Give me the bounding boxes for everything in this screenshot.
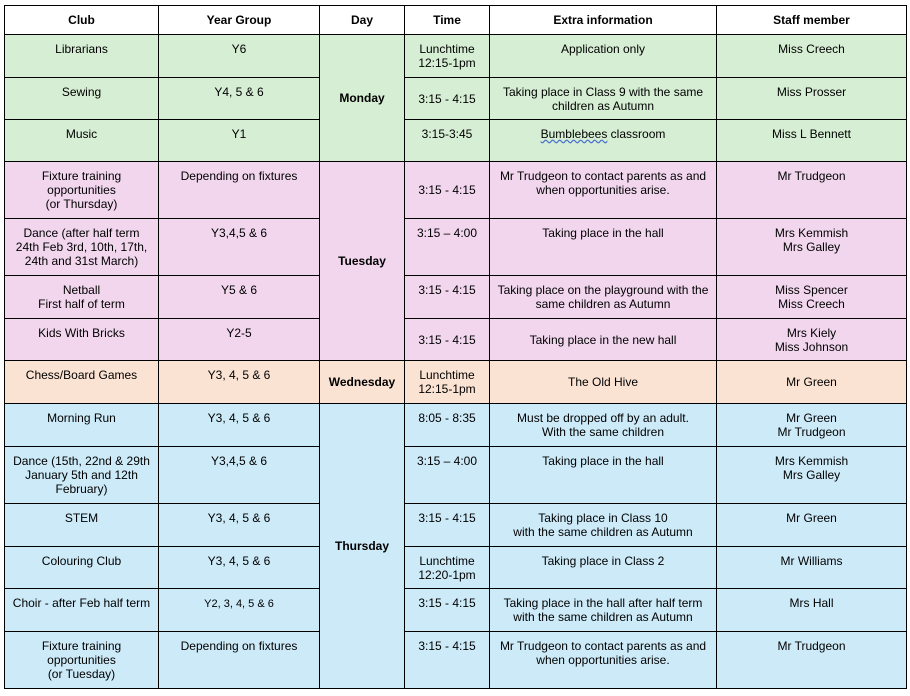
staff-name: Mr Williams: [780, 554, 843, 568]
info-text: classroom: [607, 127, 666, 141]
staff-name: Mr Green: [786, 411, 837, 425]
staff-cell: [717, 219, 907, 276]
club-text: 24th and 31st March): [24, 254, 139, 268]
staff-cell: [717, 319, 907, 361]
time-text: 3:15 – 4:00: [416, 226, 478, 240]
info-text: Taking place in the new hall: [529, 332, 677, 347]
table-row: [5, 276, 907, 319]
day-thursday: Thursday: [320, 404, 405, 689]
year-cell: Y3, 4, 5 & 6: [159, 404, 320, 447]
time-cell: [405, 589, 490, 632]
club-cell: [5, 632, 159, 689]
club-text: February): [55, 482, 108, 496]
staff-name: Mr Trudgeon: [777, 639, 846, 653]
table-row: [5, 319, 907, 361]
staff-cell: [717, 404, 907, 447]
club-cell: [5, 35, 159, 78]
time-text: Lunchtime: [419, 554, 475, 568]
club-text: Fixture training: [41, 639, 122, 653]
club-cell: [5, 447, 159, 504]
header-club: Club: [5, 6, 159, 35]
time-text: 3:15 - 4:15: [418, 283, 476, 297]
time-text: 3:15 – 4:00: [416, 454, 478, 468]
staff-cell: [717, 447, 907, 504]
header-extra-information: Extra information: [490, 6, 717, 35]
info-text: The Old Hive: [567, 375, 639, 389]
misspelled-word: Bumblebees: [540, 127, 608, 141]
club-text: Dance (after half term: [23, 226, 140, 240]
header-staff-member: Staff member: [717, 6, 907, 35]
info-text: Must be dropped off by an adult.: [517, 411, 689, 425]
club-text: Music: [65, 127, 98, 141]
header-row: [5, 6, 907, 35]
club-cell: [5, 162, 159, 219]
info-text: Application only: [560, 42, 646, 56]
time-text: 3:15 - 4:15: [418, 91, 476, 106]
staff-cell: [717, 120, 907, 162]
year-cell: Y4, 5 & 6: [159, 78, 320, 120]
info-cell: [490, 404, 717, 447]
info-cell: [490, 219, 717, 276]
time-text: 8:05 - 8:35: [418, 411, 476, 425]
table-row: [5, 589, 907, 632]
info-cell: [490, 276, 717, 319]
staff-name: Mrs Kiely: [786, 326, 837, 340]
time-text: 3:15 - 4:15: [418, 511, 476, 525]
club-cell: [5, 78, 159, 120]
info-text: Mr Trudgeon to contact parents as and: [499, 639, 707, 653]
info-text: Taking place in Class 2: [541, 554, 665, 568]
time-text: 3:15 - 4:15: [418, 596, 476, 610]
time-cell: [405, 404, 490, 447]
info-text: With the same children: [541, 425, 665, 439]
time-cell: [405, 361, 490, 404]
time-cell: [405, 632, 490, 689]
table-row: [5, 504, 907, 547]
club-cell: [5, 504, 159, 547]
info-cell: [490, 547, 717, 589]
staff-cell: [717, 632, 907, 689]
info-cell: [490, 120, 717, 162]
staff-name: Mrs Galley: [782, 240, 841, 254]
year-cell: Y3,4,5 & 6: [159, 219, 320, 276]
club-cell: [5, 404, 159, 447]
info-text: Taking place on the playground with the: [497, 283, 709, 297]
year-cell: [159, 589, 320, 632]
table-row: [5, 632, 907, 689]
year-cell: Y6: [159, 35, 320, 78]
staff-name: Mr Green: [786, 375, 837, 389]
time-cell: [405, 547, 490, 589]
staff-name: Mrs Kemmish: [774, 226, 849, 240]
club-text: First half of term: [38, 297, 125, 311]
header-year-group: Year Group: [159, 6, 320, 35]
info-cell: [490, 504, 717, 547]
year-cell: Y3, 4, 5 & 6: [159, 504, 320, 547]
club-text: (or Tuesday): [47, 667, 116, 681]
staff-name: Mrs Galley: [782, 468, 841, 482]
info-text: Mr Trudgeon to contact parents as and: [499, 169, 707, 183]
time-cell: [405, 219, 490, 276]
time-text: 12:15-1pm: [418, 56, 476, 70]
year-cell: Depending on fixtures: [159, 162, 320, 219]
time-text: 3:15 - 4:15: [418, 183, 476, 197]
info-text: when opportunities arise.: [536, 183, 670, 197]
club-cell: [5, 589, 159, 632]
year-cell: Y5 & 6: [159, 276, 320, 319]
staff-name: Miss Spencer: [775, 283, 848, 297]
year-cell: Y3,4,5 & 6: [159, 447, 320, 504]
table-row: [5, 547, 907, 589]
club-text: opportunities: [47, 183, 116, 197]
time-cell: [405, 78, 490, 120]
club-text: Morning Run: [47, 411, 116, 425]
staff-cell: [717, 547, 907, 589]
staff-name: Mr Trudgeon: [777, 169, 846, 183]
staff-name: Mrs Hall: [789, 596, 834, 610]
staff-name: Mr Trudgeon: [777, 425, 846, 439]
club-text: STEM: [64, 511, 99, 525]
table-row: [5, 162, 907, 219]
info-cell: [490, 589, 717, 632]
header-time: Time: [405, 6, 490, 35]
clubs-timetable: [4, 5, 907, 689]
club-text: Chess/Board Games: [25, 368, 138, 382]
club-text: January 5th and 12th: [25, 468, 138, 482]
day-tuesday: Tuesday: [320, 162, 405, 361]
club-cell: [5, 219, 159, 276]
club-text: Dance (15th, 22nd & 29th: [13, 454, 150, 468]
staff-name: Mr Green: [786, 511, 837, 525]
club-text: Kids With Bricks: [38, 326, 125, 340]
club-text: 24th Feb 3rd, 10th, 17th,: [15, 240, 148, 254]
staff-cell: [717, 361, 907, 404]
time-cell: [405, 504, 490, 547]
club-text: Colouring Club: [41, 554, 122, 568]
header-day: Day: [320, 6, 405, 35]
time-cell: [405, 319, 490, 361]
info-text: with the same children as Autumn: [513, 610, 693, 624]
info-cell: [490, 78, 717, 120]
club-cell: [5, 120, 159, 162]
club-text: (or Thursday): [45, 197, 118, 211]
info-cell: [490, 447, 717, 504]
info-text: with the same children as Autumn: [513, 525, 693, 539]
year-cell: Y1: [159, 120, 320, 162]
table-row: [5, 120, 907, 162]
time-cell: [405, 447, 490, 504]
club-cell: [5, 547, 159, 589]
staff-cell: [717, 35, 907, 78]
club-cell: [5, 319, 159, 361]
time-text: 3:15-3:45: [421, 127, 473, 141]
club-text: Librarians: [55, 42, 108, 56]
info-text: same children as Autumn: [535, 297, 671, 311]
club-text: Choir - after Feb half term: [12, 596, 151, 610]
time-text: 12:20-1pm: [418, 568, 476, 582]
info-cell: [490, 35, 717, 78]
time-text: 3:15 - 4:15: [418, 639, 476, 653]
year-cell: Y3, 4, 5 & 6: [159, 361, 320, 404]
table-row: [5, 35, 907, 78]
info-cell: [490, 162, 717, 219]
info-text: Taking place in Class 9 with the same: [502, 85, 704, 99]
time-cell: [405, 162, 490, 219]
table-row: [5, 219, 907, 276]
table-row: [5, 78, 907, 120]
info-text: Taking place in the hall after half term: [503, 596, 703, 610]
club-text: Netball: [62, 283, 101, 297]
staff-name: Miss Prosser: [776, 85, 847, 99]
club-cell: [5, 276, 159, 319]
year-cell: Y3, 4, 5 & 6: [159, 547, 320, 589]
club-text: opportunities: [47, 653, 116, 667]
info-text: Taking place in the hall: [542, 226, 664, 240]
time-text: 3:15 - 4:15: [418, 332, 476, 347]
table-row: [5, 361, 907, 404]
info-text: when opportunities arise.: [536, 653, 670, 667]
staff-name: Miss Johnson: [774, 340, 849, 354]
table-row: [5, 447, 907, 504]
time-cell: [405, 35, 490, 78]
staff-name: Miss Creech: [778, 42, 845, 56]
info-cell: [490, 319, 717, 361]
info-cell: [490, 632, 717, 689]
club-text: Fixture training: [41, 169, 122, 183]
info-text: Taking place in Class 10: [538, 511, 668, 525]
staff-cell: [717, 162, 907, 219]
time-text: Lunchtime: [419, 368, 475, 382]
club-cell: [5, 361, 159, 404]
staff-name: Miss L Bennett: [772, 127, 851, 141]
day-monday: Monday: [320, 35, 405, 162]
time-cell: [405, 276, 490, 319]
info-text: children as Autumn: [551, 99, 655, 113]
year-text: Y2, 3, 4, 5 & 6: [204, 598, 274, 610]
staff-name: Miss Creech: [778, 297, 845, 311]
day-wednesday: Wednesday: [320, 361, 405, 404]
staff-cell: [717, 589, 907, 632]
time-text: Lunchtime: [419, 42, 475, 56]
year-cell: Depending on fixtures: [159, 632, 320, 689]
time-text: 12:15-1pm: [418, 382, 476, 396]
staff-cell: [717, 276, 907, 319]
club-text: Sewing: [61, 85, 102, 99]
staff-name: Mrs Kemmish: [774, 454, 849, 468]
time-cell: [405, 120, 490, 162]
staff-cell: [717, 504, 907, 547]
info-cell: [490, 361, 717, 404]
staff-cell: [717, 78, 907, 120]
year-cell: Y2-5: [159, 319, 320, 361]
info-text: Taking place in the hall: [542, 454, 664, 468]
table-row: [5, 404, 907, 447]
